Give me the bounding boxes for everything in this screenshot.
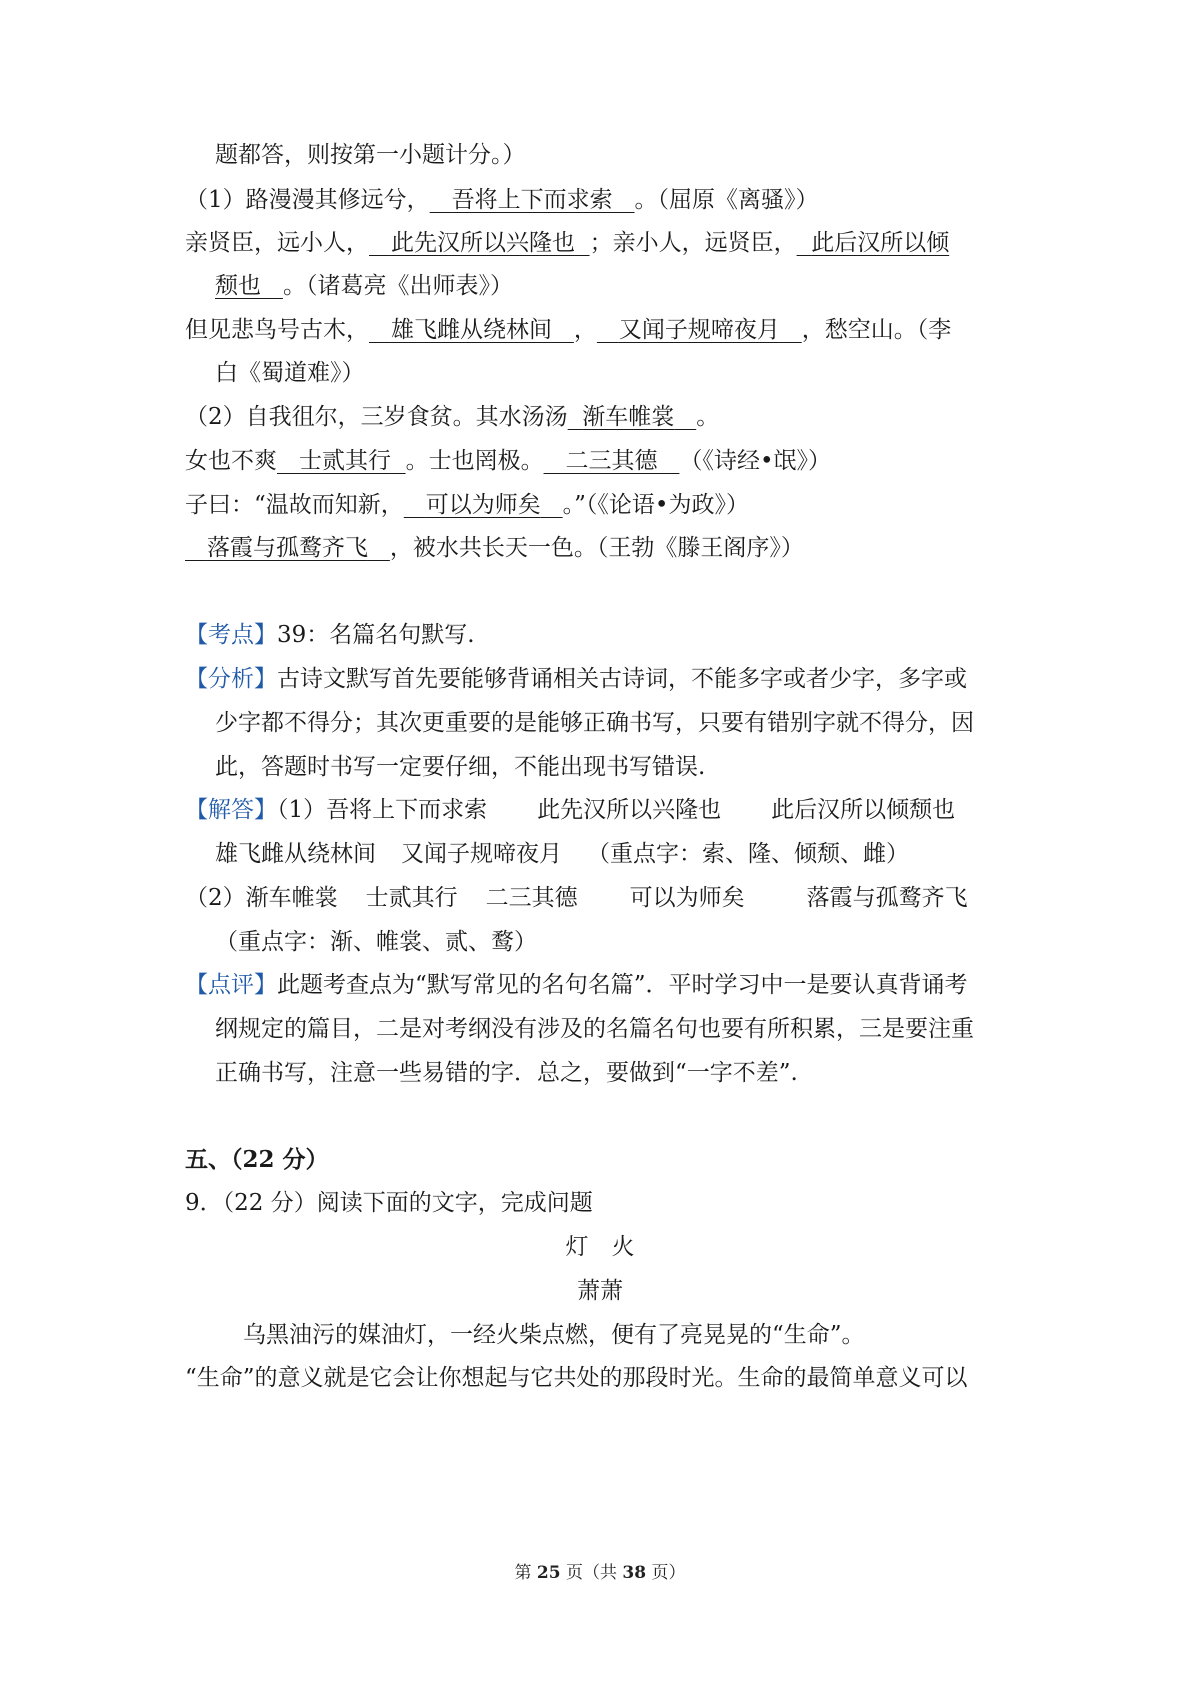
text: ，愁空山。（李: [801, 317, 952, 343]
dianping-line: [185, 970, 968, 1000]
text-line: [215, 839, 909, 869]
question-line: 9．（22 分）阅读下面的文字，完成问题: [185, 1190, 593, 1216]
text: ；亲小人，远贤臣，: [589, 230, 797, 256]
text: 子曰：“温故而知新，: [185, 492, 404, 518]
text: （重点字：索、隆、倾颓、雌）: [587, 841, 909, 867]
answer-blank: 渐车帷裳: [582, 404, 675, 430]
answer-blank: 颓也: [215, 273, 261, 299]
text: 又闻子规啼夜月: [401, 841, 562, 867]
page-total: 38: [622, 1563, 647, 1583]
text: 士贰其行: [365, 885, 458, 911]
text: 二三其德: [485, 885, 578, 911]
text: ，: [573, 317, 597, 343]
paragraph-line: “生命”的意义就是它会让你想起与它共处的那段时光。生命的最简单意义可以: [185, 1365, 968, 1391]
page-footer: 第 25 页（共 38 页）: [514, 1563, 686, 1583]
text: 纲规定的篇目，二是对考纲没有涉及的名篇名句也要有所积累，三是要注重: [215, 1016, 974, 1042]
text: 此，答题时书写一定要仔细，不能出现书写错误.: [215, 754, 706, 780]
text: 女也不爽: [185, 448, 277, 474]
text: 。（诸葛亮《出师表》）: [282, 273, 513, 299]
text: 。（屈原《离骚》）: [634, 187, 819, 213]
text: （重点字：渐、帷裳、贰、鹜）: [215, 929, 537, 955]
text: （《诗经•氓》）: [679, 448, 832, 474]
page-number: 25: [536, 1563, 561, 1583]
text-line: [185, 883, 968, 913]
text-line: [185, 315, 951, 345]
text: 此先汉所以兴隆也: [537, 797, 722, 823]
article-author: 萧萧: [577, 1278, 623, 1304]
answer-blank: 可以为师矣: [425, 492, 541, 518]
text: 少字都不得分；其次更重要的是能够正确书写，只要有错别字就不得分，因: [215, 710, 974, 736]
kaodian-label: 【考点】: [185, 622, 277, 648]
text-line: [185, 446, 831, 476]
text: 落霞与孤鹜齐飞: [806, 885, 968, 911]
kaodian-line: [185, 620, 475, 650]
section-heading: 五、（22 分）: [185, 1146, 329, 1173]
text: 但见悲鸟号古木，: [185, 317, 369, 343]
text: 此后汉所以倾颓也: [771, 797, 956, 823]
answer-blank: 此先汉所以兴隆也: [390, 230, 575, 256]
text-line: [185, 490, 749, 520]
answer-blank: 此后汉所以倾: [811, 230, 950, 256]
dianping-label: 【点评】: [185, 972, 277, 998]
text-line: [215, 358, 365, 388]
jieda-label: 【解答】: [185, 797, 277, 823]
text: ，被水共长天一色。（王勃《滕王阁序》）: [389, 535, 804, 561]
article-title: 灯 火: [565, 1234, 635, 1260]
jieda-line: [185, 795, 955, 825]
text: 亲贤臣，远小人，: [185, 230, 369, 256]
text: 可以为师矣: [629, 885, 745, 911]
text: （1）路漫漫其修远兮，: [185, 187, 430, 213]
answer-blank: 又闻子规啼夜月: [618, 317, 780, 343]
fenxi-label: 【分析】: [185, 666, 277, 692]
answer-blank: 吾将上下而求索: [451, 187, 613, 213]
text: （1）吾将上下而求索: [277, 797, 488, 823]
answer-blank: 雄飞雌从绕林间: [390, 317, 552, 343]
text: 。士也罔极。: [405, 448, 544, 474]
text: （2）渐车帷裳: [185, 885, 338, 911]
text: （2）自我徂尔，三岁食贫。其水汤汤: [185, 404, 568, 430]
text-line: [215, 140, 526, 170]
text: 古诗文默写首先要能够背诵相关古诗词，不能多字或者少字，多字或: [277, 666, 967, 692]
text-line: [215, 1014, 974, 1044]
text: 正确书写，注意一些易错的字．总之，要做到“一字不差”.: [215, 1060, 798, 1086]
text-line: [185, 185, 819, 215]
text-line: [215, 927, 537, 957]
text: 雄飞雌从绕林间: [215, 841, 376, 867]
fenxi-line: [185, 664, 967, 694]
answer-blank: 士贰其行: [298, 448, 391, 474]
text: 。: [696, 404, 720, 430]
text: 39：名篇名句默写.: [277, 622, 475, 648]
text: 题都答，则按第一小题计分。）: [215, 142, 526, 168]
text-line: [215, 708, 974, 738]
text-line: [215, 752, 705, 782]
text-line: [185, 228, 949, 258]
text: 白《蜀道难》）: [215, 360, 365, 386]
text-line: [215, 271, 513, 301]
text-line: [185, 402, 719, 432]
text-line: [215, 1058, 798, 1088]
answer-blank: 二三其德: [565, 448, 658, 474]
paragraph-line: 乌黑油污的媒油灯，一经火柴点燃，便有了亮晃晃的“生命”。: [243, 1322, 865, 1348]
answer-blank: 落霞与孤鹜齐飞: [206, 535, 368, 561]
text-line: [185, 533, 804, 563]
text: 。”（《论语•为政》）: [562, 492, 749, 518]
text: 此题考查点为“默写常见的名句名篇”．平时学习中一是要认真背诵考: [277, 972, 968, 998]
